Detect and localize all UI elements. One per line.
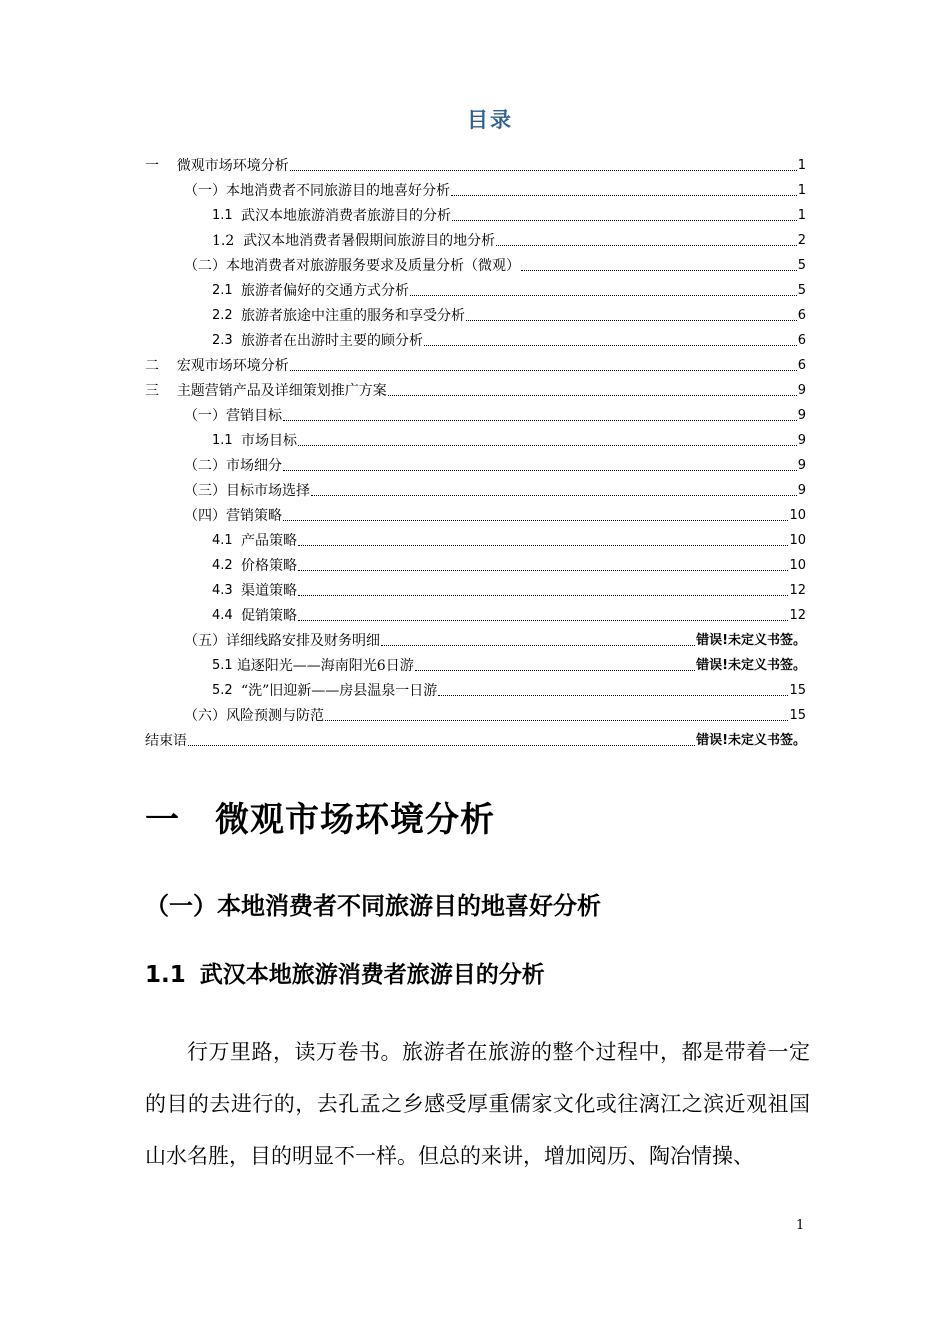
toc-entry-number: 4.3 xyxy=(212,583,241,598)
toc-entry-text: 产品策略 xyxy=(240,533,297,549)
toc-entry-page-error: 错误!未定义书签。 xyxy=(696,633,806,648)
toc-entry[interactable] xyxy=(212,577,806,599)
toc-entry-page: 9 xyxy=(797,483,806,498)
toc-entry-number: （四） xyxy=(184,508,226,524)
toc-entry-text: 旅游者在出游时主要的顾分析 xyxy=(240,333,423,349)
toc-entry-page-error: 错误!未定义书签。 xyxy=(696,658,806,673)
toc-entry-text: 营销策略 xyxy=(226,508,282,524)
toc-leader-dots xyxy=(388,385,797,396)
toc-entry-page: 12 xyxy=(789,583,806,598)
toc-entry-number: 二 xyxy=(145,358,177,374)
toc-entry[interactable] xyxy=(184,477,806,499)
toc-leader-dots xyxy=(451,185,797,196)
toc-entry-number: （二） xyxy=(184,458,226,474)
toc-entry-text: 主题营销产品及详细策划推广方案 xyxy=(176,383,387,399)
toc-entry[interactable] xyxy=(212,677,806,699)
toc-entry[interactable] xyxy=(184,177,806,199)
page-number: 1 xyxy=(796,1218,805,1233)
toc-entry-page: 9 xyxy=(797,383,806,398)
toc-entry-page: 1 xyxy=(797,183,806,198)
toc-leader-dots xyxy=(298,535,789,546)
toc-leader-dots xyxy=(496,235,797,246)
toc-entry-number: 2.1 xyxy=(212,283,241,298)
toc-entry[interactable] xyxy=(184,402,806,424)
toc-entry[interactable] xyxy=(212,302,806,324)
toc-entry-number: 1.2 xyxy=(212,233,244,249)
toc-entry[interactable] xyxy=(145,727,806,749)
toc-entry-number: （一） xyxy=(184,408,226,424)
toc-entry[interactable] xyxy=(212,552,806,574)
toc-entry-number: （一） xyxy=(184,183,226,199)
toc-entry[interactable] xyxy=(212,277,806,299)
toc-leader-dots xyxy=(452,210,797,221)
toc-entry-page: 10 xyxy=(789,533,806,548)
toc-entry-text: 武汉本地消费者暑假期间旅游目的地分析 xyxy=(243,233,496,249)
toc-entry-page: 12 xyxy=(789,608,806,623)
toc-entry-number: 4.1 xyxy=(212,533,241,548)
toc-entry-page: 15 xyxy=(789,708,806,723)
toc-leader-dots xyxy=(283,460,797,471)
toc-leader-dots xyxy=(521,260,797,271)
toc-leader-dots xyxy=(438,685,788,696)
heading-level-1-text: 微观市场环境分析 xyxy=(215,800,495,840)
toc-entry-number: 5.2 xyxy=(212,683,241,698)
heading-level-2: （一）本地消费者不同旅游目的地喜好分析 xyxy=(145,891,601,920)
toc-entry-page: 1 xyxy=(797,158,806,173)
toc-entry[interactable] xyxy=(212,652,806,674)
toc-entry-text: 结束语 xyxy=(145,733,187,749)
heading-level-3 xyxy=(145,956,545,989)
heading-level-3-text: 武汉本地旅游消费者旅游目的分析 xyxy=(199,961,545,988)
toc-entry-page: 9 xyxy=(797,458,806,473)
heading-level-1-number: 一 xyxy=(145,800,180,840)
toc-leader-dots xyxy=(424,335,797,346)
toc-entry-text: 价格策略 xyxy=(240,558,297,574)
toc-entry[interactable] xyxy=(212,527,806,549)
toc-leader-dots xyxy=(311,485,797,496)
toc-entry-number: 2.2 xyxy=(212,308,241,323)
toc-entry-page: 6 xyxy=(797,308,806,323)
toc-leader-dots xyxy=(283,410,797,421)
toc-entry-page: 10 xyxy=(789,558,806,573)
toc-entry-text: 渠道策略 xyxy=(240,583,297,599)
toc-entry-page-error: 错误!未定义书签。 xyxy=(696,733,806,748)
toc-entry-text: 详细线路安排及财务明细 xyxy=(226,633,380,649)
toc-leader-dots xyxy=(283,510,788,521)
toc-entry-page: 9 xyxy=(797,408,806,423)
toc-entry-text: 宏观市场环境分析 xyxy=(176,358,289,374)
toc-leader-dots xyxy=(410,285,797,296)
toc-entry[interactable] xyxy=(184,452,806,474)
toc-leader-dots xyxy=(290,360,797,371)
toc-entry-text: 市场细分 xyxy=(226,458,282,474)
heading-level-3-number: 1.1 xyxy=(145,962,186,988)
toc-entry[interactable] xyxy=(212,602,806,624)
toc-entry-text: 旅游者旅途中注重的服务和享受分析 xyxy=(240,308,465,324)
toc-entry-number: 一 xyxy=(145,158,177,174)
toc-entry-page: 2 xyxy=(797,233,806,248)
toc-entry-text: 本地消费者不同旅游目的地喜好分析 xyxy=(226,183,450,199)
toc-entry-text: 目标市场选择 xyxy=(226,483,310,499)
toc-entry-text: “洗”旧迎新——房县温泉一日游 xyxy=(240,683,438,699)
toc-leader-dots xyxy=(188,735,695,746)
toc-entry-number: （三） xyxy=(184,483,226,499)
body-paragraph: 行万里路，读万卷书。旅游者在旅游的整个过程中，都是带着一定的目的去进行的，去孔孟之乡感受厚重儒家文化或往漓江之滨近观祖国山水名胜，目的明显不一样。但总的来讲，增加阅历、陶冶情操、 xyxy=(145,1040,810,1168)
toc-entry-number: （六） xyxy=(184,708,226,724)
toc-entry-text: 营销目标 xyxy=(226,408,282,424)
toc-entry[interactable] xyxy=(212,227,806,249)
toc-leader-dots xyxy=(290,160,797,171)
toc-entry[interactable] xyxy=(145,352,806,374)
toc-entry-text: 促销策略 xyxy=(240,608,297,624)
toc-leader-dots xyxy=(298,585,789,596)
toc-leader-dots xyxy=(466,310,797,321)
toc-leader-dots xyxy=(381,635,695,646)
toc-entry-text: 本地消费者对旅游服务要求及质量分析（微观） xyxy=(226,258,520,274)
toc-entry-text: 风险预测与防范 xyxy=(226,708,324,724)
toc-entry-number: 1.1 xyxy=(212,433,241,448)
toc-leader-dots xyxy=(298,560,789,571)
toc-entry-text: 微观市场环境分析 xyxy=(176,158,289,174)
toc-entry-page: 5 xyxy=(797,283,806,298)
toc-entry-number: 4.4 xyxy=(212,608,241,623)
toc-entry[interactable] xyxy=(145,377,806,399)
toc-leader-dots xyxy=(298,435,797,446)
toc-entry-number: 三 xyxy=(145,383,177,399)
toc-entry[interactable] xyxy=(212,427,806,449)
toc-entry-page: 10 xyxy=(789,508,806,523)
toc-entry-number: （五） xyxy=(184,633,226,649)
toc-entry-text: 市场目标 xyxy=(240,433,297,449)
toc-entry-number: 5.1 xyxy=(212,658,237,673)
toc-entry[interactable] xyxy=(145,152,806,174)
toc-entry-number: 2.3 xyxy=(212,333,241,348)
toc-entry-page: 1 xyxy=(797,208,806,223)
toc-leader-dots xyxy=(415,660,695,671)
toc-entry[interactable] xyxy=(184,252,806,274)
toc-entry[interactable] xyxy=(212,202,806,224)
toc-entry-number: （二） xyxy=(184,258,226,274)
toc-entry-page: 9 xyxy=(797,433,806,448)
toc-leader-dots xyxy=(298,610,789,621)
toc-title: 目录 xyxy=(467,108,513,132)
toc-entry-page: 5 xyxy=(797,258,806,273)
toc-entry-page: 15 xyxy=(789,683,806,698)
toc-entry-text: 旅游者偏好的交通方式分析 xyxy=(240,283,409,299)
toc-entry-number: 1.1 xyxy=(212,208,241,223)
toc-entry[interactable] xyxy=(184,702,806,724)
toc-leader-dots xyxy=(325,710,788,721)
toc-entry-text: 武汉本地旅游消费者旅游目的分析 xyxy=(240,208,451,224)
heading-level-1 xyxy=(145,792,495,841)
toc-entry-text: 追逐阳光——海南阳光6日游 xyxy=(236,658,414,674)
toc-entry-number: 4.2 xyxy=(212,558,241,573)
toc-entry-page: 6 xyxy=(797,333,806,348)
toc-entry[interactable] xyxy=(184,502,806,524)
toc-entry[interactable] xyxy=(184,627,806,649)
toc-entry-page: 6 xyxy=(797,358,806,373)
toc-entry[interactable] xyxy=(212,327,806,349)
